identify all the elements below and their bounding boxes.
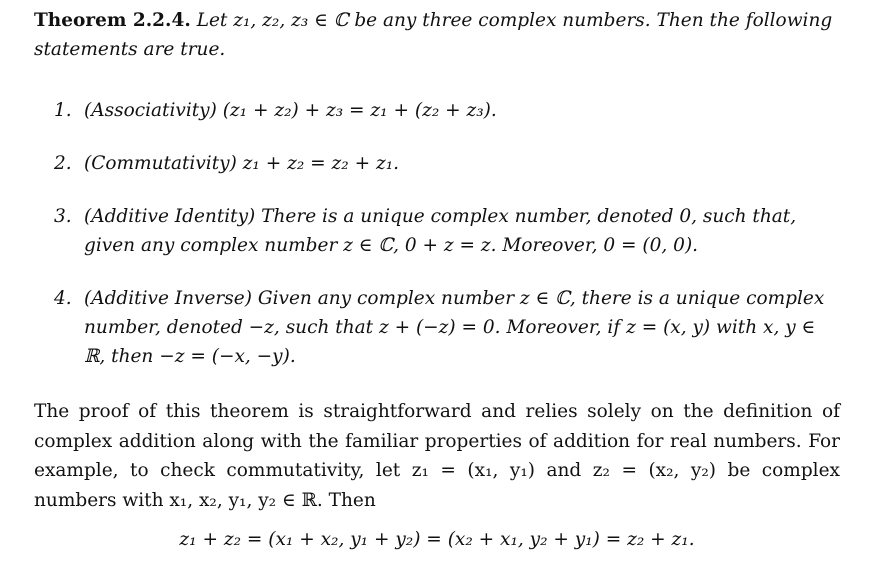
item-text: (Associativity) (z₁ + z₂) + z₃ = z₁ + (z₂ + z₃). [84,100,497,121]
theorem-text: Let z₁, z₂, z₃ ∈ ℂ be any three complex numbers. Then the following statements are true. [34,10,833,60]
list-item [54,96,840,125]
theorem-statement [34,6,840,64]
proof-paragraph: The proof of this theorem is straightforward and relies solely on the definition of complex addition along with the familiar properties of addition for real numbers. For example, to check commutativity, let z₁ = (x₁, y₁) and z₂ = (x₂, y₂) be complex numbers with x₁, x₂, y₁, y₂ ∈ ℝ. Then [34,401,840,511]
item-text: (Commutativity) z₁ + z₂ = z₂ + z₁. [84,153,399,174]
theorem-list [34,96,840,371]
document-page [34,6,840,550]
item-number: 1. [54,100,72,121]
item-number: 4. [54,288,72,309]
list-item [54,149,840,178]
list-item [54,202,840,260]
display-equation: z₁ + z₂ = (x₁ + x₂, y₁ + y₂) = (x₂ + x₁, y₂ + y₁) = z₂ + z₁. [179,529,695,550]
item-number: 3. [54,206,72,227]
theorem-label: Theorem 2.2.4. [34,10,191,31]
item-text: (Additive Inverse) Given any complex number z ∈ ℂ, there is a unique complex number, denoted −z, such that z + (−z) = 0. Moreover, if z = (x, y) with x, y ∈ ℝ, then −z = (−x, −y). [84,288,825,367]
list-item [54,284,840,371]
item-text: (Additive Identity) There is a unique complex number, denoted 0, such that, given any complex number z ∈ ℂ, 0 + z = z. Moreover, 0 = (0, 0). [84,206,797,256]
item-number: 2. [54,153,72,174]
